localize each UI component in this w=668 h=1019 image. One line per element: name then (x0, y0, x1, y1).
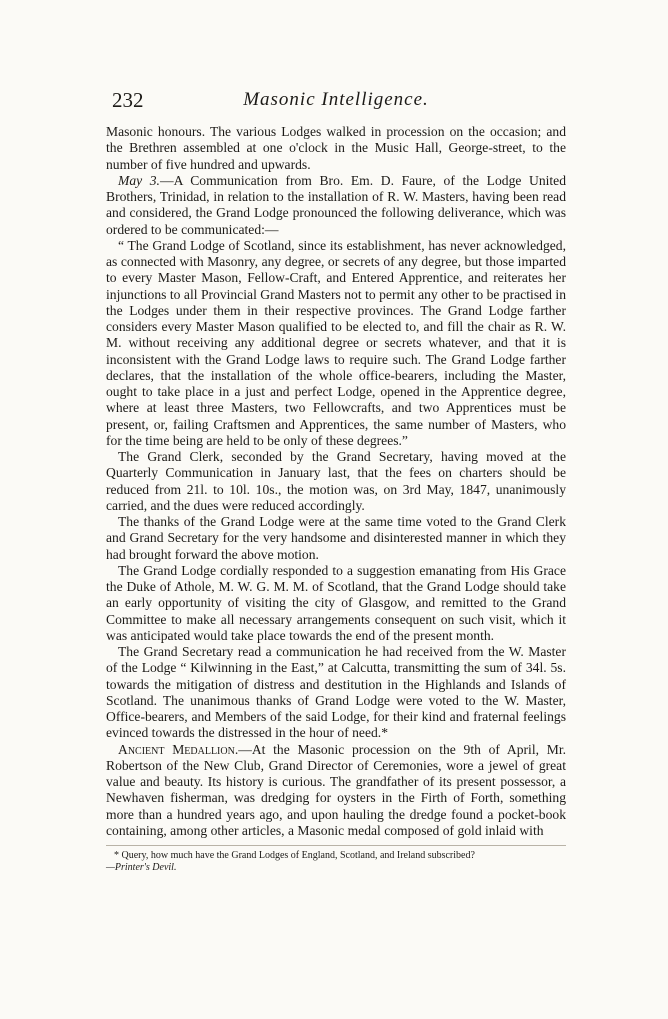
footnote (106, 850, 566, 874)
paragraph-7: The Grand Secretary read a communication he had received from the W. Master of the Lodge “ Kilwinning in the East,” at Calcutta, transmitting the sum of 34l. 5s. towards the mitigation of distress and destitution in the Highlands and Islands of Scotland. The unanimous thanks of Grand Lodge were voted to the W. Master, Office-bearers, and Members of the said Lodge, for their kind and fraternal feelings evinced towards the distressed in the hour of need.* (106, 644, 566, 741)
body-text (106, 124, 566, 839)
paragraph-5: The thanks of the Grand Lodge were at the same time voted to the Grand Clerk and Grand Secretary for the very handsome and disinterested manner in which they had brought forward the above motion. (106, 514, 566, 562)
paragraph-6: The Grand Lodge cordially responded to a suggestion emanating from His Grace the Duke of Athole, M. W. G. M. M. of Scotland, that the Grand Lodge should take an early opportunity of visiting the city of Glasgow, and remitted to the Grand Committee to make all necessary arrangements consequent on such visit, which it was anticipated would take place towards the end of the present month. (106, 562, 566, 643)
footnote-rule (106, 845, 566, 846)
page-header (106, 86, 566, 114)
footnote-signature: —Printer's Devil. (106, 862, 177, 873)
paragraph-lead-heading: Ancient Medallion. (118, 741, 239, 757)
running-title: Masonic Intelligence. (243, 89, 429, 110)
paragraph-1: Masonic honours. The various Lodges walked in procession on the occasion; and the Brethren assembled at one o'clock in the Music Hall, George-street, to the number of five hundred and upwards. (106, 124, 566, 172)
page-number: 232 (112, 88, 144, 112)
paragraph-8: Ancient Medallion.—At the Masonic procession on the 9th of April, Mr. Robertson of the New Club, Grand Director of Ceremonies, wore a jewel of great value and beauty. Its history is curious. The grandfather of its present possessor, a Newhaven fisherman, was dredging for oysters in the Firth of Forth, something more than a hundred years ago, and upon hauling the dredge found a pocket-book containing, among other articles, a Masonic medal composed of gold inlaid with (106, 741, 566, 838)
paragraph-3: “ The Grand Lodge of Scotland, since its establishment, has never acknowledged, as connected with Masonry, any degree, or secrets of any degree, but those imparted to every Master Mason, Fellow-Craft, and Entered Apprentice, and reiterates her injunctions to all Provincial Grand Masters not to permit any other to be practised in the Lodges under them in their respective provinces. The Grand Lodge farther considers every Master Mason qualified to be elected to, and fill the chair as R. W. M. without receiving any additional degree or secrets whatever, and that it is inconsistent with the Grand Lodge laws to require such. The Grand Lodge farther declares, that the installation of the whole office-bearers, including the Master, ought to take place in a just and perfect Lodge, opened in the Apprentice degree, where at least three Masters, two Fellowcrafts, and two Apprentices must be present, or, failing Craftsmen and Apprentices, the same number of Masters, who for the time being are held to be only of these degrees.” (106, 237, 566, 448)
paragraph-4: The Grand Clerk, seconded by the Grand Secretary, having moved at the Quarterly Communication in January last, that the fees on charters should be reduced from 21l. to 10l. 10s., the motion was, on 3rd May, 1847, unanimously carried, and the dues were reduced accordingly. (106, 449, 566, 513)
book-page (106, 86, 566, 874)
footnote-text: * Query, how much have the Grand Lodges of England, Scotland, and Ireland subscribed? (114, 850, 475, 861)
paragraph-2: May 3.—A Communication from Bro. Em. D. Faure, of the Lodge United Brothers, Trinidad, in relation to the installation of R. W. Masters, having been read and considered, the Grand Lodge pronounced the following deliverance, which was ordered to be communicated:— (106, 172, 567, 237)
paragraph-lead-date: May 3. (118, 172, 160, 188)
